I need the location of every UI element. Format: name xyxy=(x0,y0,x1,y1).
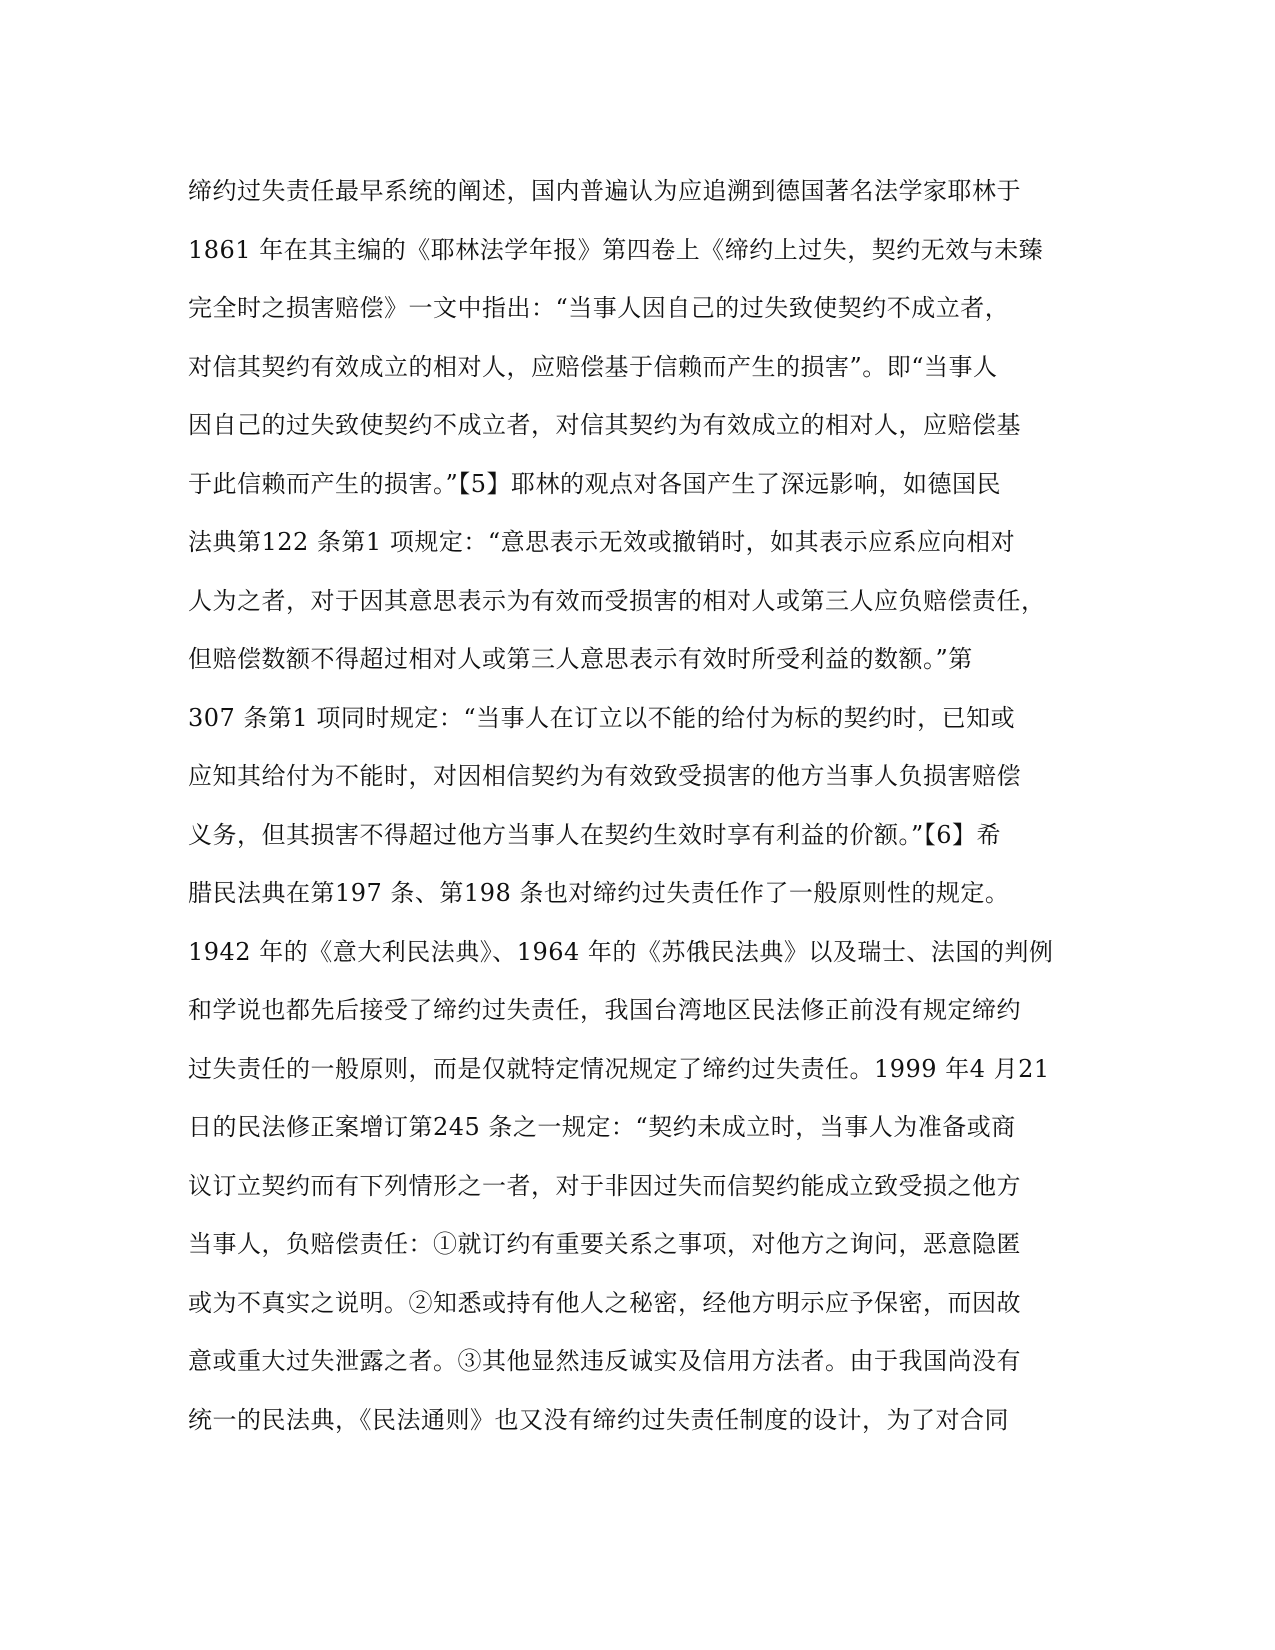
text-line: 腊民法典在第197 条、第198 条也对缔约过失责任作了一般原则性的规定。 xyxy=(188,879,1010,907)
text-line: 意或重大过失泄露之者。③其他显然违反诚实及信用方法者。由于我国尚没有 xyxy=(188,1347,1021,1375)
text-line: 于此信赖而产生的损害。”【5】耶林的观点对各国产生了深远影响，如德国民 xyxy=(188,469,1002,498)
text-line: 307 条第1 项同时规定：“当事人在订立以不能的给付为标的契约时，已知或 xyxy=(188,703,1016,732)
text-line: 对信其契约有效成立的相对人，应赔偿基于信赖而产生的损害”。即“当事人 xyxy=(188,352,998,381)
text-line: 缔约过失责任最早系统的阐述，国内普遍认为应追溯到德国著名法学家耶林于 xyxy=(188,177,1021,205)
text-line: 因自己的过失致使契约不成立者，对信其契约为有效成立的相对人，应赔偿基 xyxy=(188,411,1021,439)
text-line: 议订立契约而有下列情形之一者，对于非因过失而信契约能成立致受损之他方 xyxy=(188,1171,1021,1200)
text-line: 1942 年的《意大利民法典》、1964 年的《苏俄民法典》以及瑞士、法国的判例 xyxy=(188,937,1054,966)
body-text xyxy=(188,176,1088,1463)
text-line: 当事人，负赔偿责任：①就订约有重要关系之事项，对他方之询问，恶意隐匿 xyxy=(188,1230,1021,1258)
text-line: 统一的民法典，《民法通则》也又没有缔约过失责任制度的设计，为了对合同 xyxy=(188,1405,1009,1434)
text-line: 法典第122 条第1 项规定：“意思表示无效或撤销时，如其表示应系应向相对 xyxy=(188,528,1016,556)
text-line: 和学说也都先后接受了缔约过失责任，我国台湾地区民法修正前没有规定缔约 xyxy=(188,996,1021,1024)
text-line: 义务，但其损害不得超过他方当事人在契约生效时享有利益的价额。”【6】希 xyxy=(188,820,1002,849)
text-line: 应知其给付为不能时，对因相信契约为有效致受损害的他方当事人负损害赔偿 xyxy=(188,762,1021,790)
text-line: 完全时之损害赔偿》一文中指出：“当事人因自己的过失致使契约不成立者， xyxy=(188,294,1010,322)
text-line: 或为不真实之说明。②知悉或持有他人之秘密，经他方明示应予保密，而因故 xyxy=(188,1288,1021,1317)
text-line: 人为之者，对于因其意思表示为有效而受损害的相对人或第三人应负赔偿责任， xyxy=(188,586,1046,615)
text-line: 但赔偿数额不得超过相对人或第三人意思表示有效时所受利益的数额。”第 xyxy=(188,645,973,673)
text-line: 过失责任的一般原则，而是仅就特定情况规定了缔约过失责任。1999 年4 月21 xyxy=(188,1054,1050,1083)
text-line: 日的民法修正案增订第245 条之一规定：“契约未成立时，当事人为准备或商 xyxy=(188,1113,1016,1141)
text-line: 1861 年在其主编的《耶林法学年报》第四卷上《缔约上过失，契约无效与未臻 xyxy=(188,235,1044,264)
